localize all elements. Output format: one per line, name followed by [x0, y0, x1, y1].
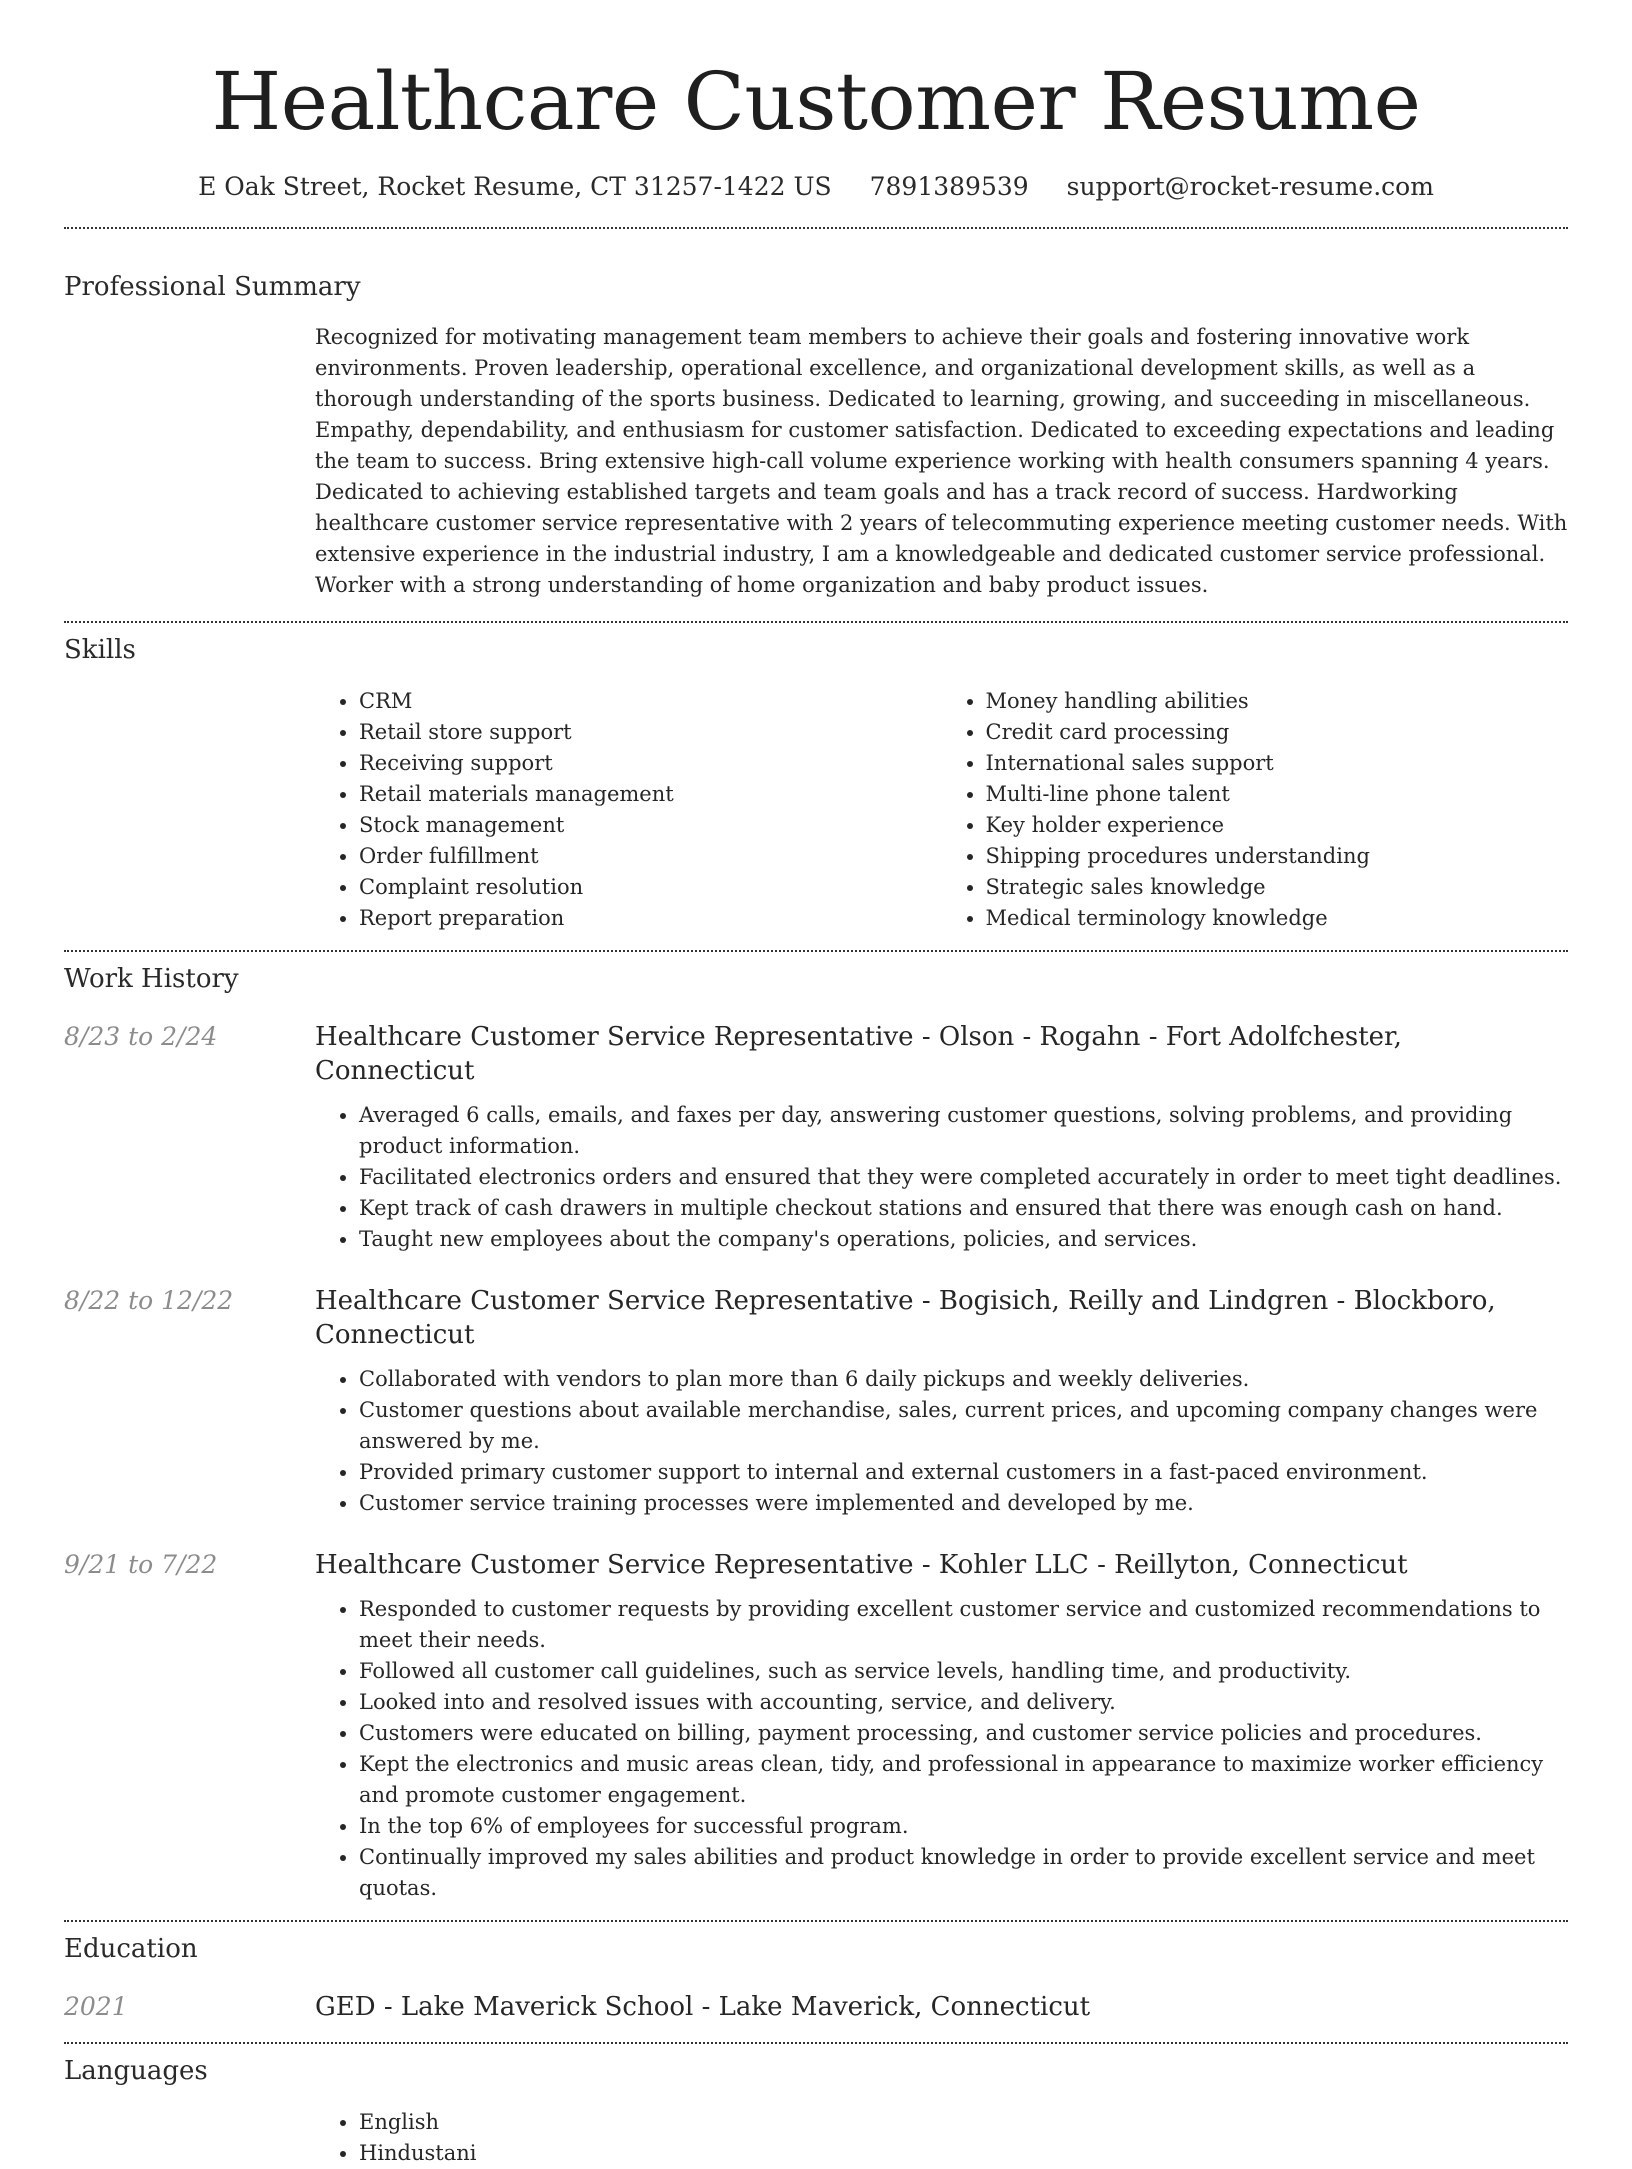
- skill-item: • Credit card processing: [986, 717, 1569, 748]
- job-bullet: • Facilitated electronics orders and ensured that they were completed accurately in order to meet tight deadlines.: [359, 1162, 1568, 1193]
- skill-item: • Shipping procedures understanding: [986, 841, 1569, 872]
- job-bullet: • Kept the electronics and music areas clean, tidy, and professional in appearance to maximize worker efficiency and promote customer engagement.: [359, 1749, 1568, 1811]
- education-detail: GED - Lake Maverick School - Lake Maverick, Connecticut: [315, 1992, 1091, 2022]
- language-item: • English: [359, 2107, 1568, 2138]
- languages-items: [315, 2107, 1568, 2169]
- work-heading: Work History: [64, 964, 239, 994]
- contact-phone: 7891389539: [869, 172, 1029, 201]
- job-bullets: [315, 1594, 1568, 1904]
- skill-item: • Retail materials management: [359, 779, 942, 810]
- job-entry: [64, 1020, 1568, 1255]
- skill-item: • International sales support: [986, 748, 1569, 779]
- job-bullet: • Collaborated with vendors to plan more than 6 daily pickups and weekly deliveries.: [359, 1364, 1568, 1395]
- languages-heading: Languages: [64, 2056, 208, 2086]
- job-dates: 8/22 to 12/22: [64, 1286, 234, 1315]
- job-bullet: • Provided primary customer support to internal and external customers in a fast-paced environment.: [359, 1457, 1568, 1488]
- language-item: • Hindustani: [359, 2138, 1568, 2169]
- job-bullet: • Customer service training processes were implemented and developed by me.: [359, 1488, 1568, 1519]
- job-bullet: • Averaged 6 calls, emails, and faxes per day, answering customer questions, solving problems, and providing product information.: [359, 1100, 1568, 1162]
- education-year: 2021: [64, 1992, 128, 2021]
- skills-heading: Skills: [64, 635, 136, 665]
- job-entry: [64, 1548, 1568, 1904]
- contact-line: [64, 170, 1568, 204]
- summary-heading: Professional Summary: [64, 272, 361, 302]
- skills-list: [315, 686, 1568, 934]
- skill-item: • CRM: [359, 686, 942, 717]
- job-dates: 9/21 to 7/22: [64, 1550, 218, 1579]
- job-bullet: • Customers were educated on billing, payment processing, and customer service policies and procedures.: [359, 1718, 1568, 1749]
- section-divider: [64, 950, 1568, 952]
- resume-title: Healthcare Customer Resume: [211, 55, 1421, 148]
- summary-text: Recognized for motivating management team members to achieve their goals and fostering innovative work environments. Proven leadership, operational excellence, and organizational development skills, as well as a thorough understanding of the sports business. Dedicated to learning, growing, and succeeding in miscellaneous. Empathy, dependability, and enthusiasm for customer satisfaction. Dedicated to exceeding expectations and leading the team to success. Bring extensive high-call volume experience working with health consumers spanning 4 years. Dedicated to achieving established targets and team goals and has a track record of success. Hardworking healthcare customer service representative with 2 years of telecommuting experience meeting customer needs. With extensive experience in the industrial industry, I am a knowledgeable and dedicated customer service professional. Worker with a strong understanding of home organization and baby product issues.: [315, 325, 1568, 597]
- job-heading: Healthcare Customer Service Representative - Kohler LLC - Reillyton, Connecticut: [315, 1550, 1408, 1580]
- job-bullet: • Kept track of cash drawers in multiple checkout stations and ensured that there was enough cash on hand.: [359, 1193, 1568, 1224]
- skill-item: • Retail store support: [359, 717, 942, 748]
- job-bullet: • Taught new employees about the company's operations, policies, and services.: [359, 1224, 1568, 1255]
- languages-list: [315, 2107, 1568, 2169]
- job-details: [315, 1548, 1568, 1904]
- skill-item: • Complaint resolution: [359, 872, 942, 903]
- job-bullet: • Followed all customer call guidelines, such as service levels, handling time, and productivity.: [359, 1656, 1568, 1687]
- education-entry: [64, 1990, 1568, 2024]
- skills-column-right: [942, 686, 1569, 934]
- job-details: [315, 1284, 1568, 1519]
- contact-email: support@rocket-resume.com: [1066, 172, 1434, 201]
- section-divider: [64, 621, 1568, 623]
- job-details: [315, 1020, 1568, 1255]
- job-bullet: • Continually improved my sales abilities and product knowledge in order to provide excellent service and meet quotas.: [359, 1842, 1568, 1904]
- skill-item: • Stock management: [359, 810, 942, 841]
- skill-item: • Money handling abilities: [986, 686, 1569, 717]
- job-bullets: [315, 1364, 1568, 1519]
- job-dates: 8/23 to 2/24: [64, 1022, 218, 1051]
- job-heading: Healthcare Customer Service Representative - Bogisich, Reilly and Lindgren - Blockboro, Connecticut: [315, 1286, 1496, 1350]
- education-heading: Education: [64, 1934, 198, 1964]
- job-entry: [64, 1284, 1568, 1519]
- section-divider: [64, 2042, 1568, 2044]
- contact-address: E Oak Street, Rocket Resume, CT 31257-1422 US: [198, 172, 832, 201]
- section-divider: [64, 1920, 1568, 1922]
- skill-item: • Report preparation: [359, 903, 942, 934]
- skill-item: • Strategic sales knowledge: [986, 872, 1569, 903]
- skill-item: • Order fulfillment: [359, 841, 942, 872]
- job-bullets: [315, 1100, 1568, 1255]
- skill-item: • Receiving support: [359, 748, 942, 779]
- job-bullet: • Looked into and resolved issues with accounting, service, and delivery.: [359, 1687, 1568, 1718]
- job-bullet: • Customer questions about available merchandise, sales, current prices, and upcoming company changes were answered by me.: [359, 1395, 1568, 1457]
- job-heading: Healthcare Customer Service Representative - Olson - Rogahn - Fort Adolfchester, Connecticut: [315, 1022, 1402, 1086]
- job-bullet: • Responded to customer requests by providing excellent customer service and customized recommendations to meet their needs.: [359, 1594, 1568, 1656]
- skill-item: • Key holder experience: [986, 810, 1569, 841]
- skills-column-left: [315, 686, 942, 934]
- skill-item: • Multi-line phone talent: [986, 779, 1569, 810]
- section-divider: [64, 227, 1568, 229]
- skill-item: • Medical terminology knowledge: [986, 903, 1569, 934]
- job-bullet: • In the top 6% of employees for successful program.: [359, 1811, 1568, 1842]
